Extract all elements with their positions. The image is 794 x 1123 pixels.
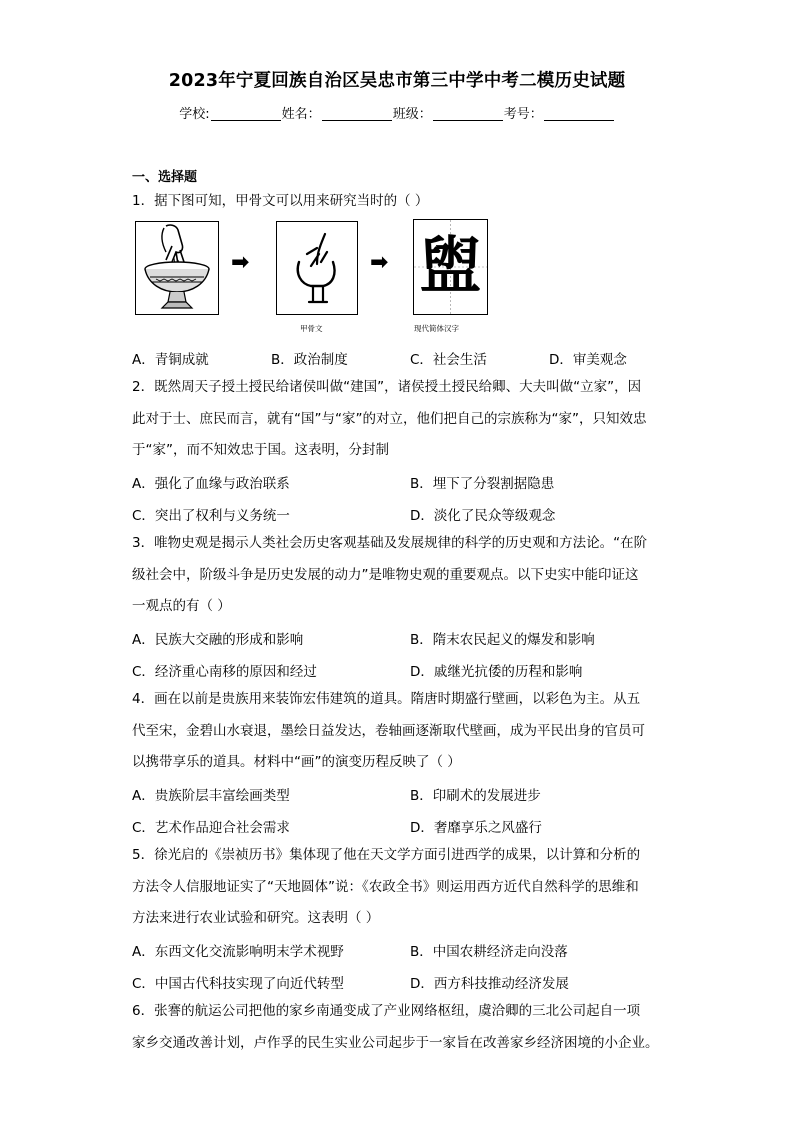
name-label: 姓名： [281, 107, 321, 122]
q1-option-c: C．社会生活 [410, 352, 487, 368]
q2-option-b: B．埋下了分裂割据隐患 [410, 476, 555, 492]
exam-number-label: 考号： [503, 107, 543, 122]
question-5-line: 方法令人信服地证实了“天地圆体”说：《农政全书》则运用西方近代自然科学的思维和 [132, 878, 639, 895]
oracle-caption: 甲骨文 [300, 324, 323, 333]
q1-option-d: D．审美观念 [549, 352, 627, 368]
class-label: 班级： [392, 107, 432, 122]
q3-option-d: D．戚继光抗倭的历程和影响 [410, 664, 583, 680]
school-label: 学校: [179, 107, 210, 122]
q4-option-d: D．奢靡享乐之风盛行 [410, 820, 542, 836]
question-2 [132, 372, 672, 467]
student-info-line [0, 103, 794, 122]
question-3-line: 级社会中，阶级斗争是历史发展的动力”是唯物史观的重要观点。以下史实中能印证这 [132, 566, 639, 583]
question-3 [132, 528, 672, 623]
question-6 [132, 996, 672, 1059]
q5-option-d: D．西方科技推动经济发展 [410, 976, 569, 992]
oracle-bone-glyph-image [276, 221, 358, 315]
question-4-line: 代至宋，金碧山水衰退，墨绘日益发达，卷轴画逐渐取代壁画，成为平民出身的官员可 [132, 722, 645, 739]
section-heading: 一、选择题 [132, 170, 198, 185]
q2-option-a: A．强化了血缘与政治联系 [132, 476, 290, 492]
q5-option-c: C．中国古代科技实现了向近代转型 [132, 976, 344, 992]
q5-option-b: B．中国农耕经济走向没落 [410, 944, 568, 960]
modern-caption: 现代简体汉字 [414, 324, 459, 333]
question-4-line: 以携带享乐的道具。材料中“画”的演变历程反映了（ ） [132, 754, 461, 770]
oracle-bone-glyph-drawing [277, 222, 357, 314]
modern-character-box [413, 219, 488, 315]
q5-option-a: A．东西文化交流影响明末学术视野 [132, 944, 344, 960]
name-blank [322, 107, 392, 121]
q3-option-c: C．经济重心南移的原因和经过 [132, 664, 317, 680]
question-4 [132, 684, 672, 779]
exam-number-blank [544, 107, 614, 121]
question-3-line: 一观点的有（ ） [132, 598, 231, 614]
arrow-right-icon: ➡ [231, 250, 250, 275]
q2-option-c: C．突出了权利与义务统一 [132, 508, 290, 524]
question-5-line: 方法来进行农业试验和研究。这表明（ ） [132, 910, 380, 926]
q3-option-a: A．民族大交融的形成和影响 [132, 632, 304, 648]
question-6-line: 6．张謇的航运公司把他的家乡南通变成了产业网络枢纽，虞洽卿的三北公司起自一项 [132, 1003, 641, 1019]
modern-character: 盥 [419, 229, 482, 302]
q4-option-b: B．印刷术的发展进步 [410, 788, 541, 804]
question-5 [132, 840, 672, 935]
q2-option-d: D．淡化了民众等级观念 [410, 508, 556, 524]
q1-option-a: A．青铜成就 [132, 352, 209, 368]
question-3-line: 3．唯物史观是揭示人类社会历史客观基础及发展规律的科学的历史观和方法论。“在阶 [132, 535, 648, 551]
bronze-basin-image [135, 221, 219, 315]
hand-washing-basin-drawing [136, 222, 218, 314]
q4-option-a: A．贵族阶层丰富绘画类型 [132, 788, 290, 804]
question-2-line: 于“家”，而不知效忠于国。这表明，分封制 [132, 442, 389, 458]
q3-option-b: B．隋末农民起义的爆发和影响 [410, 632, 595, 648]
q4-option-c: C．艺术作品迎合社会需求 [132, 820, 290, 836]
arrow-right-icon: ➡ [370, 250, 389, 275]
school-blank [211, 107, 281, 121]
question-6-line: 家乡交通改善计划，卢作孚的民生实业公司起步于一家旨在改善家乡经济困境的小企业。 [132, 1034, 659, 1051]
question-1-line: 1．据下图可知，甲骨文可以用来研究当时的（ ） [132, 193, 429, 209]
question-1 [132, 186, 672, 218]
question-5-line: 5．徐光启的《崇祯历书》集体现了他在天文学方面引进西学的成果，以计算和分析的 [132, 847, 641, 863]
question-2-line: 2．既然周天子授土授民给诸侯叫做“建国”，诸侯授土授民给卿、大夫叫做“立家”，因 [132, 379, 642, 395]
class-blank [433, 107, 503, 121]
exam-title: 2023年宁夏回族自治区吴忠市第三中学中考二模历史试题 [168, 71, 626, 91]
question-1-figure [135, 219, 605, 339]
question-4-line: 4．画在以前是贵族用来装饰宏伟建筑的道具。隋唐时期盛行壁画，以彩色为主。从五 [132, 691, 641, 707]
question-2-line: 此对于士、庶民而言，就有“国”与“家”的对立，他们把自己的宗族称为“家”，只知效忠 [132, 410, 647, 427]
q1-option-b: B．政治制度 [271, 352, 348, 368]
